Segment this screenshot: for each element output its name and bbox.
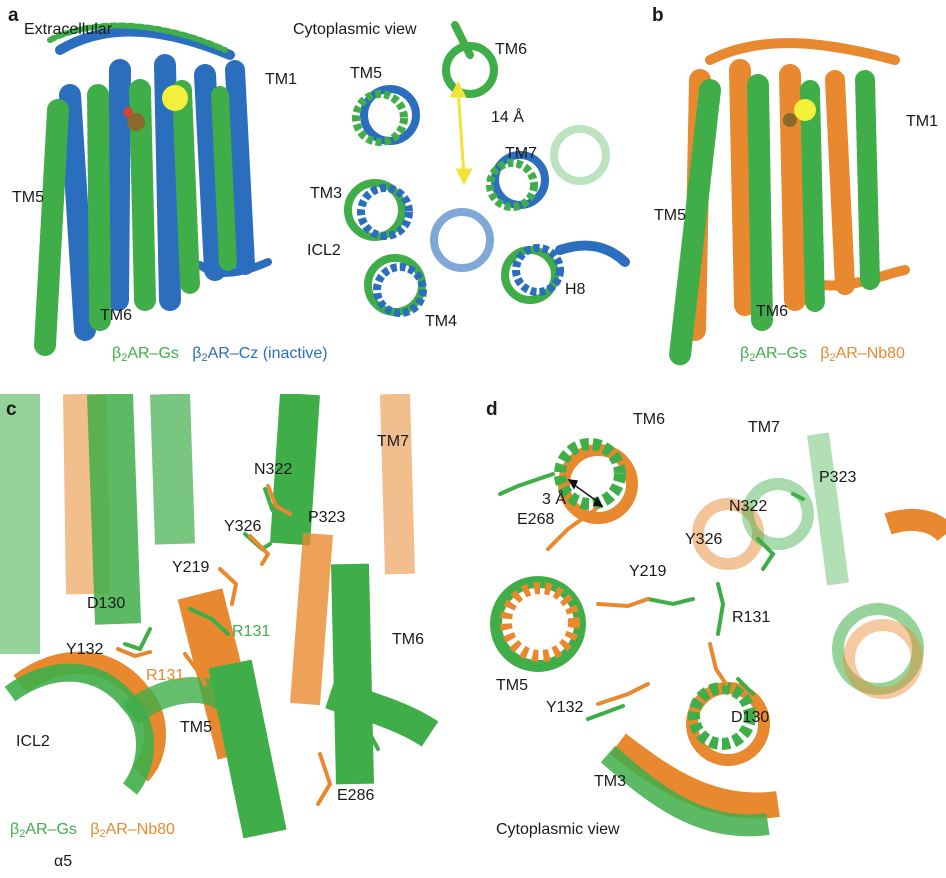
tm5-label: TM5 (12, 189, 44, 206)
panel-b-letter: b (652, 5, 664, 26)
panel-d-structure-drawing (478, 394, 946, 878)
distance-14A-label: 14 Å (491, 109, 524, 126)
legend-b2ar-cz: $\beta_2AR-Cz$ (inactive) (192, 345, 328, 364)
panel-d (478, 394, 946, 878)
extracellular-label: Extracellular (24, 21, 113, 38)
d-tm7-label: TM7 (748, 419, 780, 436)
c-e286-label: E286 (337, 787, 375, 804)
panel-d-letter: d (486, 399, 498, 420)
cyto-tm6-label: TM6 (495, 41, 527, 58)
legend-b2ar-gs: $\beta_2AR-Gs$ (10, 821, 77, 840)
d-tm5-label: TM5 (496, 677, 528, 694)
d-n322-label: N322 (729, 498, 768, 515)
d-y132-label: Y132 (546, 699, 584, 716)
tm6-label: TM6 (100, 307, 132, 324)
panel-a-legend (112, 346, 328, 364)
c-p323-label: P323 (308, 509, 346, 526)
c-y326-label: Y326 (224, 518, 262, 535)
c-r131-green-label: R131 (232, 623, 271, 640)
c-d130-label: D130 (87, 595, 126, 612)
d-cytoplasmic-view-label: Cytoplasmic view (496, 821, 620, 838)
d-d130-label: D130 (731, 709, 770, 726)
panel-b (640, 0, 946, 372)
c-y219-label: Y219 (172, 559, 210, 576)
panel-c (0, 394, 470, 878)
legend-b2ar-gs: $\beta_2AR-Gs$ (112, 345, 179, 364)
d-y219-label: Y219 (629, 563, 667, 580)
cyto-tm4-label: TM4 (425, 313, 457, 330)
legend-b2ar-gs: $\beta_2AR-Gs$ (740, 345, 807, 364)
cyto-tm7-label: TM7 (505, 145, 537, 162)
c-y132-label: Y132 (66, 641, 104, 658)
c-alpha5-label: α5 (54, 853, 73, 870)
c-tm7-label: TM7 (377, 433, 409, 450)
c-icl2-label: ICL2 (16, 733, 50, 750)
d-e268-label: E268 (517, 511, 555, 528)
b-tm5-label: TM5 (654, 207, 686, 224)
panel-b-legend (740, 346, 905, 364)
cyto-tm5-label: TM5 (350, 65, 382, 82)
d-tm3-label: TM3 (594, 773, 626, 790)
legend-b2ar-nb80: $\beta_2AR-Nb80$ (90, 821, 175, 840)
panel-b-structure-drawing (640, 0, 946, 372)
legend-b2ar-nb80: $\beta_2AR-Nb80$ (820, 345, 905, 364)
tm1-label: TM1 (265, 71, 297, 88)
cyto-icl2-label: ICL2 (307, 242, 341, 259)
d-y326-label: Y326 (685, 531, 723, 548)
d-tm6-label: TM6 (633, 411, 665, 428)
cyto-tm3-label: TM3 (310, 185, 342, 202)
c-tm5-label: TM5 (180, 719, 212, 736)
panel-a (0, 0, 640, 372)
d-distance-3A-label: 3 Å (542, 491, 567, 508)
b-tm1-label: TM1 (906, 113, 938, 130)
c-r131-orange-label: R131 (146, 667, 185, 684)
panel-c-legend (10, 822, 175, 840)
d-r131-label: R131 (732, 609, 771, 626)
d-p323-label: P323 (819, 469, 857, 486)
c-n322-label: N322 (254, 461, 293, 478)
panel-c-letter: c (6, 399, 17, 420)
cytoplasmic-view-title: Cytoplasmic view (293, 21, 417, 38)
panel-a-letter: a (8, 5, 19, 26)
c-tm6-label: TM6 (392, 631, 424, 648)
b-tm6-label: TM6 (756, 303, 788, 320)
cyto-h8-label: H8 (565, 281, 586, 298)
